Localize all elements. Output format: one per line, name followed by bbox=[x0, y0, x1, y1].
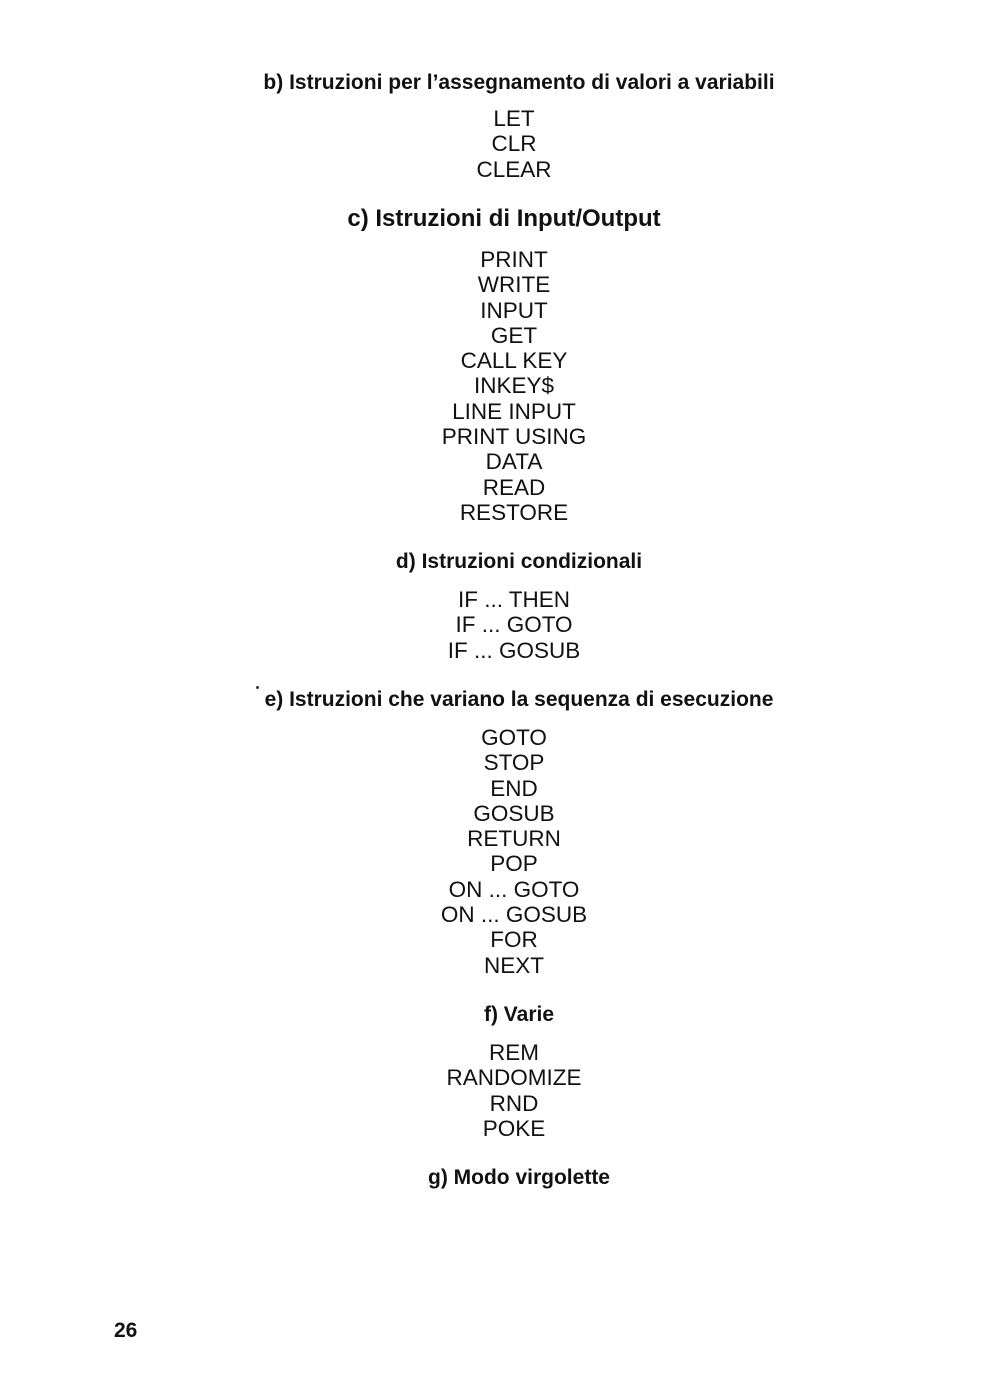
keyword-item: LET bbox=[493, 106, 535, 131]
keyword-item: INKEY$ bbox=[473, 373, 555, 399]
keyword-item: GET bbox=[490, 322, 538, 348]
section-title-b: b) Istruzioni per l’assegnamento di valori a variabili bbox=[263, 71, 775, 94]
keyword-list-f bbox=[0, 1040, 988, 1141]
keyword-item: PRINT bbox=[480, 247, 548, 272]
keyword-item: POKE bbox=[482, 1115, 546, 1141]
section-title-g: g) Modo virgolette bbox=[428, 1166, 610, 1189]
keyword-item: STOP bbox=[483, 750, 545, 776]
keyword-item: CALL KEY bbox=[460, 348, 568, 374]
section-title-e: e) Istruzioni che variano la sequenza di esecuzione bbox=[264, 688, 774, 711]
keyword-item: GOSUB bbox=[473, 800, 555, 826]
keyword-item: READ bbox=[482, 474, 546, 500]
keyword-list-b bbox=[0, 106, 988, 182]
keyword-item: CLEAR bbox=[476, 156, 552, 182]
keyword-item: IF ... GOSUB bbox=[447, 637, 581, 663]
keyword-item: RESTORE bbox=[459, 499, 569, 525]
keyword-item: POP bbox=[490, 851, 538, 877]
keyword-item: REM bbox=[489, 1040, 539, 1065]
keyword-item: INPUT bbox=[480, 297, 548, 323]
keyword-item: IF ... THEN bbox=[457, 587, 571, 612]
keyword-list-d bbox=[0, 587, 988, 663]
keyword-item: LINE INPUT bbox=[452, 398, 576, 424]
keyword-list-e bbox=[0, 725, 988, 978]
keyword-list-c bbox=[0, 247, 988, 525]
keyword-item: ON ... GOTO bbox=[448, 876, 580, 902]
keyword-item: END bbox=[490, 775, 538, 801]
section-title-c: c) Istruzioni di Input/Output bbox=[347, 205, 661, 232]
keyword-item: WRITE bbox=[477, 272, 551, 298]
keyword-item: RETURN bbox=[467, 826, 561, 852]
keyword-item: NEXT bbox=[483, 952, 544, 978]
keyword-item: RND bbox=[489, 1090, 539, 1116]
section-title-d: d) Istruzioni condizionali bbox=[395, 550, 643, 573]
keyword-item: CLR bbox=[491, 131, 537, 157]
keyword-item: FOR bbox=[490, 927, 538, 953]
keyword-item: ON ... GOSUB bbox=[440, 902, 588, 928]
keyword-item: RANDOMIZE bbox=[446, 1065, 582, 1091]
keyword-item: PRINT USING bbox=[441, 424, 587, 450]
keyword-item: DATA bbox=[485, 449, 543, 475]
keyword-item: IF ... GOTO bbox=[455, 612, 573, 638]
section-title-f: f) Varie bbox=[483, 1003, 555, 1026]
keyword-item: GOTO bbox=[481, 725, 547, 750]
page-number: 26 bbox=[114, 1319, 138, 1342]
